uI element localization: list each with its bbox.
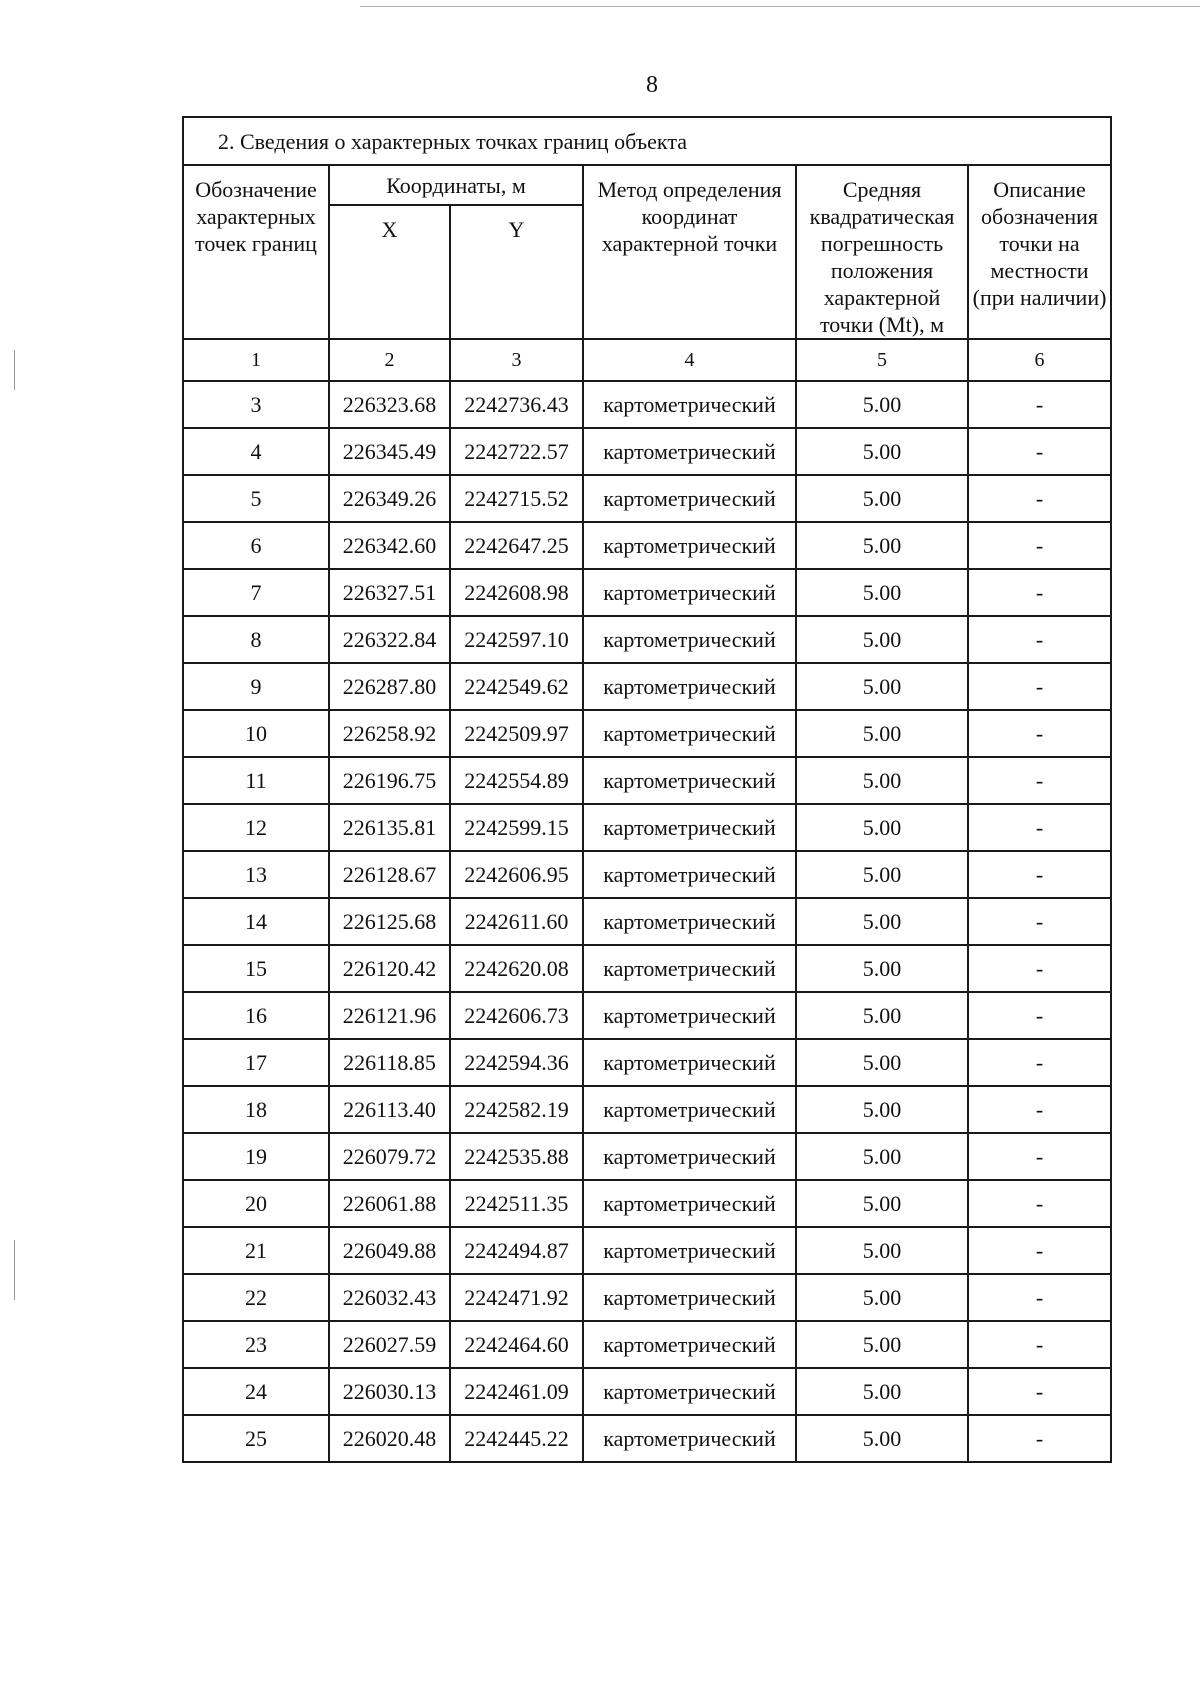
y-coordinate-cell: 2242608.98: [450, 569, 583, 616]
header-error: Средняя квадратическая погрешность положения характерной точки (Mt), м: [796, 165, 968, 339]
method-cell: картометрический: [583, 1227, 796, 1274]
method-cell: картометрический: [583, 992, 796, 1039]
y-coordinate-cell: 2242599.15: [450, 804, 583, 851]
point-number-cell: 25: [183, 1415, 329, 1462]
error-cell: 5.00: [796, 898, 968, 945]
point-number-cell: 11: [183, 757, 329, 804]
description-cell: -: [968, 1039, 1111, 1086]
error-cell: 5.00: [796, 1133, 968, 1180]
description-cell: -: [968, 1321, 1111, 1368]
table-row: [183, 522, 1111, 569]
y-coordinate-cell: 2242549.62: [450, 663, 583, 710]
error-cell: 5.00: [796, 1227, 968, 1274]
error-cell: 5.00: [796, 428, 968, 475]
point-number-cell: 6: [183, 522, 329, 569]
y-coordinate-cell: 2242554.89: [450, 757, 583, 804]
table-row: [183, 898, 1111, 945]
description-cell: -: [968, 898, 1111, 945]
point-number-cell: 12: [183, 804, 329, 851]
x-coordinate-cell: 226030.13: [329, 1368, 450, 1415]
scan-artifact-mark: [14, 350, 15, 390]
y-coordinate-cell: 2242471.92: [450, 1274, 583, 1321]
x-coordinate-cell: 226027.59: [329, 1321, 450, 1368]
header-coordinates: Координаты, м: [329, 165, 583, 205]
point-number-cell: 20: [183, 1180, 329, 1227]
error-cell: 5.00: [796, 710, 968, 757]
point-number-cell: 21: [183, 1227, 329, 1274]
method-cell: картометрический: [583, 898, 796, 945]
point-number-cell: 9: [183, 663, 329, 710]
y-coordinate-cell: 2242722.57: [450, 428, 583, 475]
method-cell: картометрический: [583, 1321, 796, 1368]
error-cell: 5.00: [796, 1180, 968, 1227]
method-cell: картометрический: [583, 1368, 796, 1415]
point-number-cell: 8: [183, 616, 329, 663]
method-cell: картометрический: [583, 1086, 796, 1133]
description-cell: -: [968, 1133, 1111, 1180]
y-coordinate-cell: 2242464.60: [450, 1321, 583, 1368]
method-cell: картометрический: [583, 428, 796, 475]
header-description: Описание обозначения точки на местности (при наличии): [968, 165, 1111, 339]
description-cell: -: [968, 804, 1111, 851]
y-coordinate-cell: 2242509.97: [450, 710, 583, 757]
point-number-cell: 14: [183, 898, 329, 945]
table-row: [183, 851, 1111, 898]
x-coordinate-cell: 226323.68: [329, 381, 450, 428]
point-number-cell: 17: [183, 1039, 329, 1086]
x-coordinate-cell: 226020.48: [329, 1415, 450, 1462]
point-number-cell: 16: [183, 992, 329, 1039]
table-row: [183, 381, 1111, 428]
x-coordinate-cell: 226061.88: [329, 1180, 450, 1227]
description-cell: -: [968, 1227, 1111, 1274]
description-cell: -: [968, 475, 1111, 522]
table-row: [183, 1274, 1111, 1321]
column-number: 4: [583, 339, 796, 381]
method-cell: картометрический: [583, 616, 796, 663]
table-row: [183, 475, 1111, 522]
description-cell: -: [968, 1415, 1111, 1462]
point-number-cell: 18: [183, 1086, 329, 1133]
table-row: [183, 616, 1111, 663]
method-cell: картометрический: [583, 804, 796, 851]
error-cell: 5.00: [796, 663, 968, 710]
column-number: 6: [968, 339, 1111, 381]
error-cell: 5.00: [796, 1086, 968, 1133]
error-cell: 5.00: [796, 569, 968, 616]
method-cell: картометрический: [583, 569, 796, 616]
method-cell: картометрический: [583, 1039, 796, 1086]
method-cell: картометрический: [583, 1180, 796, 1227]
description-cell: -: [968, 757, 1111, 804]
description-cell: -: [968, 569, 1111, 616]
point-number-cell: 15: [183, 945, 329, 992]
x-coordinate-cell: 226118.85: [329, 1039, 450, 1086]
x-coordinate-cell: 226345.49: [329, 428, 450, 475]
table-row: [183, 1227, 1111, 1274]
method-cell: картометрический: [583, 945, 796, 992]
description-cell: -: [968, 381, 1111, 428]
description-cell: -: [968, 710, 1111, 757]
error-cell: 5.00: [796, 1368, 968, 1415]
x-coordinate-cell: 226032.43: [329, 1274, 450, 1321]
error-cell: 5.00: [796, 992, 968, 1039]
point-number-cell: 3: [183, 381, 329, 428]
table-row: [183, 1415, 1111, 1462]
header-y: Y: [450, 205, 583, 339]
error-cell: 5.00: [796, 1039, 968, 1086]
y-coordinate-cell: 2242715.52: [450, 475, 583, 522]
description-cell: -: [968, 1368, 1111, 1415]
error-cell: 5.00: [796, 804, 968, 851]
description-cell: -: [968, 1086, 1111, 1133]
column-number: 5: [796, 339, 968, 381]
x-coordinate-cell: 226121.96: [329, 992, 450, 1039]
x-coordinate-cell: 226258.92: [329, 710, 450, 757]
point-number-cell: 13: [183, 851, 329, 898]
point-number-cell: 5: [183, 475, 329, 522]
table-row: [183, 1180, 1111, 1227]
x-coordinate-cell: 226113.40: [329, 1086, 450, 1133]
method-cell: картометрический: [583, 1133, 796, 1180]
table-row: [183, 1321, 1111, 1368]
section-title: 2. Сведения о характерных точках границ объекта: [183, 117, 1111, 165]
error-cell: 5.00: [796, 475, 968, 522]
x-coordinate-cell: 226349.26: [329, 475, 450, 522]
y-coordinate-cell: 2242594.36: [450, 1039, 583, 1086]
y-coordinate-cell: 2242511.35: [450, 1180, 583, 1227]
x-coordinate-cell: 226196.75: [329, 757, 450, 804]
description-cell: -: [968, 992, 1111, 1039]
y-coordinate-cell: 2242535.88: [450, 1133, 583, 1180]
y-coordinate-cell: 2242620.08: [450, 945, 583, 992]
table-row: [183, 428, 1111, 475]
y-coordinate-cell: 2242494.87: [450, 1227, 583, 1274]
table-body: [183, 381, 1111, 1462]
point-number-cell: 23: [183, 1321, 329, 1368]
table-row: [183, 710, 1111, 757]
table-row: [183, 569, 1111, 616]
description-cell: -: [968, 1180, 1111, 1227]
point-number-cell: 7: [183, 569, 329, 616]
column-number: 2: [329, 339, 450, 381]
error-cell: 5.00: [796, 851, 968, 898]
table-row: [183, 992, 1111, 1039]
description-cell: -: [968, 663, 1111, 710]
column-number: 1: [183, 339, 329, 381]
error-cell: 5.00: [796, 1321, 968, 1368]
x-coordinate-cell: 226125.68: [329, 898, 450, 945]
x-coordinate-cell: 226287.80: [329, 663, 450, 710]
y-coordinate-cell: 2242597.10: [450, 616, 583, 663]
table-row: [183, 663, 1111, 710]
y-coordinate-cell: 2242606.95: [450, 851, 583, 898]
header-designation: Обозначение характерных точек границ: [183, 165, 329, 339]
y-coordinate-cell: 2242736.43: [450, 381, 583, 428]
header-x: X: [329, 205, 450, 339]
description-cell: -: [968, 851, 1111, 898]
y-coordinate-cell: 2242461.09: [450, 1368, 583, 1415]
error-cell: 5.00: [796, 616, 968, 663]
point-number-cell: 4: [183, 428, 329, 475]
point-number-cell: 10: [183, 710, 329, 757]
description-cell: -: [968, 428, 1111, 475]
x-coordinate-cell: 226079.72: [329, 1133, 450, 1180]
error-cell: 5.00: [796, 1415, 968, 1462]
point-number-cell: 24: [183, 1368, 329, 1415]
x-coordinate-cell: 226135.81: [329, 804, 450, 851]
y-coordinate-cell: 2242647.25: [450, 522, 583, 569]
error-cell: 5.00: [796, 757, 968, 804]
table-row: [183, 1133, 1111, 1180]
x-coordinate-cell: 226128.67: [329, 851, 450, 898]
method-cell: картометрический: [583, 710, 796, 757]
table-row: [183, 1368, 1111, 1415]
header-method: Метод определения координат характерной точки: [583, 165, 796, 339]
error-cell: 5.00: [796, 381, 968, 428]
description-cell: -: [968, 945, 1111, 992]
x-coordinate-cell: 226049.88: [329, 1227, 450, 1274]
table-row: [183, 757, 1111, 804]
x-coordinate-cell: 226322.84: [329, 616, 450, 663]
point-number-cell: 22: [183, 1274, 329, 1321]
y-coordinate-cell: 2242445.22: [450, 1415, 583, 1462]
table-row: [183, 1039, 1111, 1086]
point-number-cell: 19: [183, 1133, 329, 1180]
table-row: [183, 804, 1111, 851]
boundary-points-table: [182, 116, 1112, 1463]
method-cell: картометрический: [583, 663, 796, 710]
description-cell: -: [968, 1274, 1111, 1321]
x-coordinate-cell: 226327.51: [329, 569, 450, 616]
x-coordinate-cell: 226120.42: [329, 945, 450, 992]
y-coordinate-cell: 2242611.60: [450, 898, 583, 945]
scan-artifact-mark: [14, 1240, 15, 1300]
table-row: [183, 1086, 1111, 1133]
column-number: 3: [450, 339, 583, 381]
method-cell: картометрический: [583, 522, 796, 569]
description-cell: -: [968, 522, 1111, 569]
method-cell: картометрический: [583, 381, 796, 428]
x-coordinate-cell: 226342.60: [329, 522, 450, 569]
page-number: 8: [646, 72, 658, 98]
method-cell: картометрический: [583, 1415, 796, 1462]
method-cell: картометрический: [583, 475, 796, 522]
error-cell: 5.00: [796, 522, 968, 569]
method-cell: картометрический: [583, 757, 796, 804]
y-coordinate-cell: 2242606.73: [450, 992, 583, 1039]
description-cell: -: [968, 616, 1111, 663]
table-row: [183, 945, 1111, 992]
y-coordinate-cell: 2242582.19: [450, 1086, 583, 1133]
error-cell: 5.00: [796, 945, 968, 992]
column-numbers-row: [183, 339, 1111, 381]
method-cell: картометрический: [583, 851, 796, 898]
method-cell: картометрический: [583, 1274, 796, 1321]
scan-artifact-line: [360, 6, 1200, 7]
error-cell: 5.00: [796, 1274, 968, 1321]
